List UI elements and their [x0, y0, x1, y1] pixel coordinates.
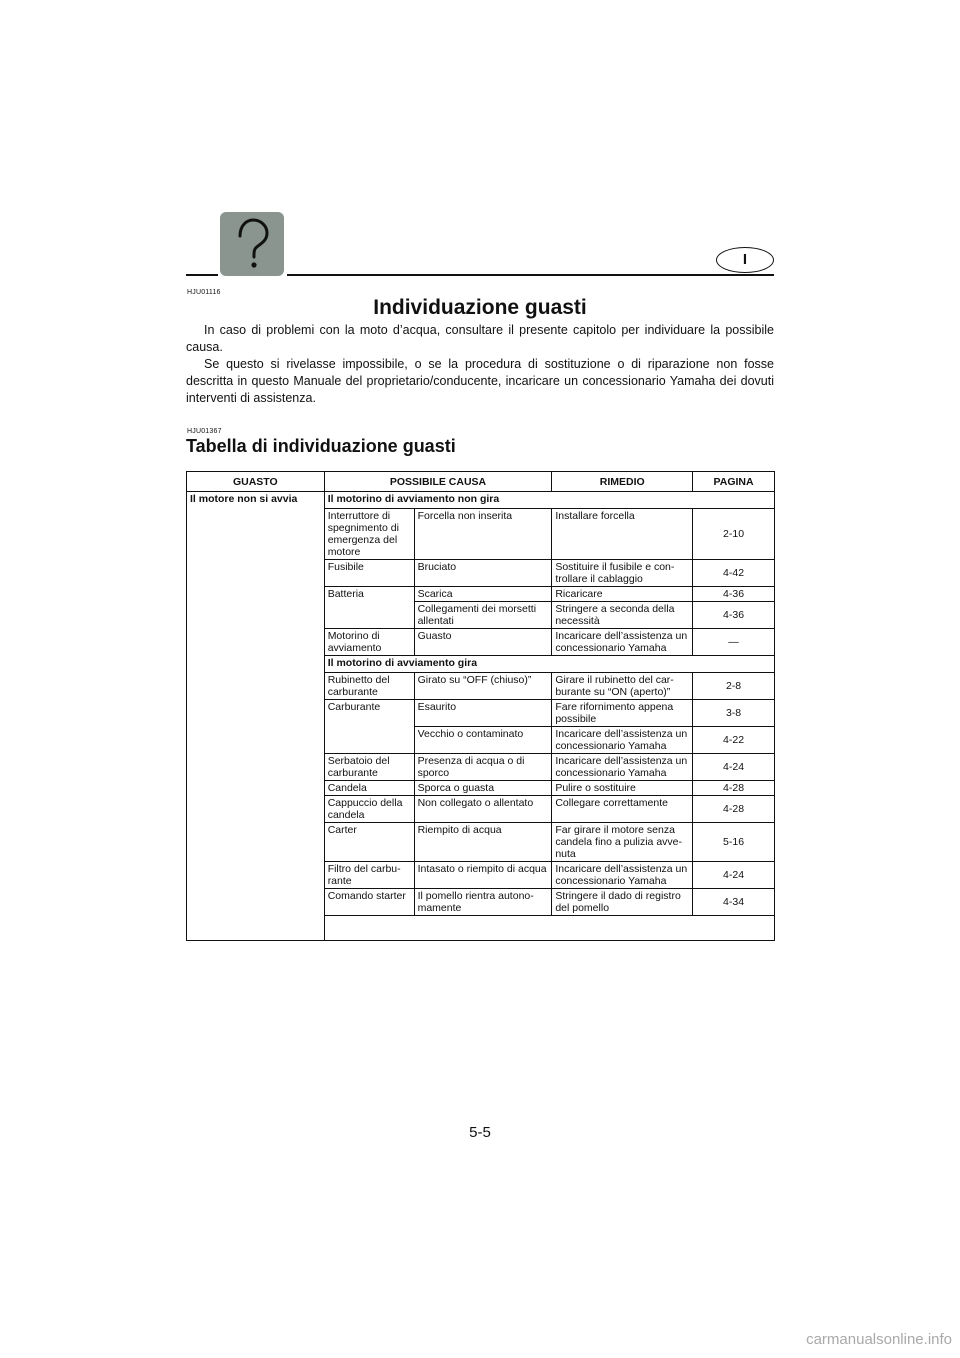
remedy-cell: Stringere a seconda della necessità — [552, 602, 693, 629]
table-code: HJU01367 — [187, 428, 222, 435]
component-cell: Carter — [324, 823, 414, 862]
cause-cell: Scarica — [414, 587, 552, 602]
header-rule-left — [186, 274, 218, 276]
page-cell: 3-8 — [693, 700, 775, 727]
group-title: Il motorino di avviamento non gira — [324, 492, 774, 509]
section-title: Tabella di individuazione guasti — [186, 436, 456, 456]
cause-cell: Intasato o riempito di acqua — [414, 862, 552, 889]
cause-cell: Esaurito — [414, 700, 552, 727]
empty-cell — [324, 916, 774, 941]
component-cell: Serbatoio del carburante — [324, 754, 414, 781]
remedy-cell: Incaricare dell’assistenza un concessionario Yamaha — [552, 629, 693, 656]
cause-cell: Forcella non inserita — [414, 509, 552, 560]
page-cell: 4-36 — [693, 602, 775, 629]
page-cell: 4-24 — [693, 862, 775, 889]
remedy-cell: Collegare correttamente — [552, 796, 693, 823]
remedy-cell: Incaricare dell’assistenza un concessionario Yamaha — [552, 727, 693, 754]
header-fault: GUASTO — [187, 472, 325, 492]
troubleshooting-table — [186, 471, 775, 941]
remedy-cell: Installare forcella — [552, 509, 693, 560]
remedy-cell: Sostituire il fusibile e con-trollare il cablaggio — [552, 560, 693, 587]
page-cell: — — [693, 629, 775, 656]
page-cell: 2-10 — [693, 509, 775, 560]
header-cause: POSSIBILE CAUSA — [324, 472, 552, 492]
component-cell: Batteria — [324, 587, 414, 629]
question-mark-icon — [220, 212, 284, 276]
page-cell: 4-28 — [693, 796, 775, 823]
remedy-cell: Stringere il dado di registro del pomello — [552, 889, 693, 916]
intro-text — [186, 322, 774, 407]
component-cell: Motorino di avviamento — [324, 629, 414, 656]
cause-cell: Bruciato — [414, 560, 552, 587]
component-cell: Fusibile — [324, 560, 414, 587]
cause-cell: Non collegato o allentato — [414, 796, 552, 823]
page-cell: 4-22 — [693, 727, 775, 754]
header-remedy: RIMEDIO — [552, 472, 693, 492]
cause-cell: Collegamenti dei morsetti allentati — [414, 602, 552, 629]
cause-cell: Sporca o guasta — [414, 781, 552, 796]
page-cell: 4-24 — [693, 754, 775, 781]
question-mark-glyph — [220, 212, 284, 276]
cause-cell: Il pomello rientra autono-mamente — [414, 889, 552, 916]
remedy-cell: Pulire o sostituire — [552, 781, 693, 796]
component-cell: Cappuccio della candela — [324, 796, 414, 823]
cause-cell: Guasto — [414, 629, 552, 656]
page-cell: 4-34 — [693, 889, 775, 916]
component-cell: Rubinetto del carburante — [324, 673, 414, 700]
language-badge: I — [716, 247, 774, 273]
page-cell: 2-8 — [693, 673, 775, 700]
header-rule-right — [287, 274, 774, 276]
intro-paragraph: Se questo si rivelasse impossibile, o se la procedura di sostituzione o di riparazione non fosse descritta in questo Manuale del proprietario/conducente, incaricare un concessionario Yamaha dei dovuti interventi di assistenza. — [186, 357, 774, 405]
remedy-cell: Girare il rubinetto del car-burante su “ON (aperto)” — [552, 673, 693, 700]
cause-cell: Riempito di acqua — [414, 823, 552, 862]
page-cell: 4-28 — [693, 781, 775, 796]
remedy-cell: Far girare il motore senza candela fino a pulizia avve-nuta — [552, 823, 693, 862]
remedy-cell: Incaricare dell’assistenza un concessionario Yamaha — [552, 862, 693, 889]
page-title: Individuazione guasti — [373, 296, 587, 319]
page-cell: 4-36 — [693, 587, 775, 602]
remedy-cell: Fare rifornimento appena possibile — [552, 700, 693, 727]
group-title: Il motorino di avviamento gira — [324, 656, 774, 673]
component-cell: Comando starter — [324, 889, 414, 916]
page-number: 5-5 — [469, 1124, 491, 1141]
component-cell: Carburante — [324, 700, 414, 754]
title-code: HJU01116 — [187, 289, 221, 296]
table-row — [187, 492, 775, 509]
remedy-cell: Ricaricare — [552, 587, 693, 602]
page-cell: 4-42 — [693, 560, 775, 587]
cause-cell: Vecchio o contaminato — [414, 727, 552, 754]
table-header-row — [187, 472, 775, 492]
cause-cell: Presenza di acqua o di sporco — [414, 754, 552, 781]
component-cell: Interruttore di spegnimento di emergenza del motore — [324, 509, 414, 560]
watermark-text: carmanualsonline.info — [806, 1331, 952, 1348]
page-cell: 5-16 — [693, 823, 775, 862]
intro-paragraph: In caso di problemi con la moto d’acqua, consultare il presente capitolo per individuare la possibile causa. — [186, 323, 774, 354]
component-cell: Candela — [324, 781, 414, 796]
header-page: PAGINA — [693, 472, 775, 492]
fault-cell: Il motore non si avvia — [187, 492, 325, 941]
component-cell: Filtro del carbu-rante — [324, 862, 414, 889]
remedy-cell: Incaricare dell’assistenza un concessionario Yamaha — [552, 754, 693, 781]
cause-cell: Girato su “OFF (chiuso)” — [414, 673, 552, 700]
